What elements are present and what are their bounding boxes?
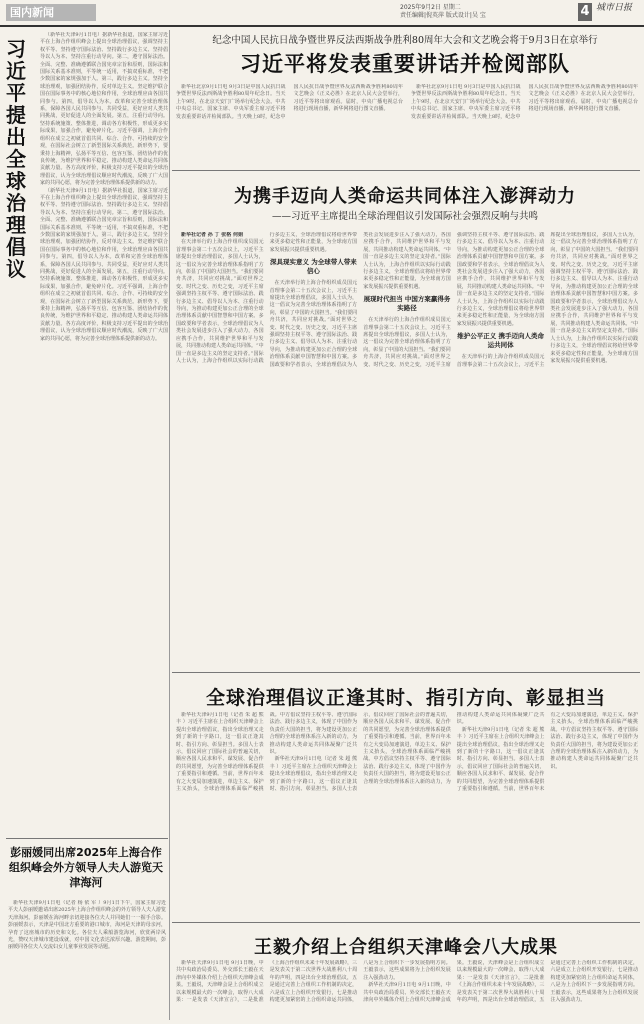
page-number: 4 [578,3,592,21]
left-bottom-title: 彭丽媛同出席2025年上海合作组织峰会外方领导人夫人游览天津海河 [9,846,163,889]
header-rule [0,25,644,27]
second-article-body: 新华社记者 孙 丁 张格 何娟 在天津举行的上海合作组织成员国元首理事会第二十五次会议上，习近平主席提出全球治理倡议，多国人士认为，这一倡议为完善全球治理体系指明了方向，彰显了中国的大国担当。“我们要同舟共济，共同应对挑战。”面对世界之变、时代之变、历史之变，习近平主席强调坚持主权平等、遵守国际法治、践行多边主义、倡导以人为本、注重行动导向，为推动构建更加公正合理的全球治理体系贡献中国智慧和中国方案。多国政要和学者表示，全球治理倡议为人类社会发展进步注入了强大动力，各国应携手合作，共同维护世界和平与发展，共同推动构建人类命运共同体。“中国一直是多边主义的坚定支持者。”国际人士认为，上海合作组织以实际行动践行多边主义，全球治理倡议将给世界带来更多稳定性和正能量，为全球南方国家发展振兴提供重要机遇。 深具现实意义 为全球带人带来信心 在天津举行的上海合作组织成员国元首理事会第二十五次会议上，习近平主席提出全球治理倡议，多国人士认为，这一倡议为完善全球治理体系指明了方向，彰显了中国的大国担当。“我们要同舟共济，共同应对挑战。”面对世界之变、时代之变、历史之变，习近平主席强调坚持主权平等、遵守国际法治、践行多边主义、倡导以人为本、注重行动导向，为推动构建更加公正合理的全球治理体系贡献中国智慧和中国方案。多国政要和学者表示，全球治理倡议为人类社会发展进步注入了强大动力，各国应携手合作，共同维护世界和平与发展，共同推动构建人类命运共同体。“中国一直是多边主义的坚定支持者。”国际人士认为，上海合作组织以实际行动践行多边主义，全球治理倡议将给世界带来更多稳定性和正能量，为全球南方国家发展振兴提供重要机遇。 展现时代担当 中国方案赢得务实路径 在天津举行的上海合作组织成员国元首理事会第二十五次会议上，习近平主席提出全球治理倡议，多国人士认为，这一倡议为完善全球治理体系指明了方向，彰显了中国的大国担当。“我们要同舟共济，共同应对挑战。”面对世界之变、时代之变、历史之变，习近平主席强调坚持主权平等、遵守国际法治、践行多边主义、倡导以人为本、注重行动导向，为推动构建更加公正合理的全球治理体系贡献中国智慧和中国方案。多国政要和学者表示，全球治理倡议为人类社会发展进步注入了强大动力，各国应携手合作，共同维护世界和平与发展，共同推动构建人类命运共同体。“中国一直是多边主义的坚定支持者。”国际人士认为，上海合作组织以实际行动践行多边主义，全球治理倡议将给世界带来更多稳定性和正能量，为全球南方国家发展振兴提供重要机遇。 维护公平正义 携手迈向人类命运共同体 在天津举行的上海合作组织成员国元首理事会第二十五次会议上，习近平主席提出全球治理倡议，多国人士认为，这一倡议为完善全球治理体系指明了方向，彰显了中国的大国担当。“我们要同舟共济，共同应对挑战。”面对世界之变、时代之变、历史之变，习近平主席强调坚持主权平等、遵守国际法治、践行多边主义、倡导以人为本、注重行动导向，为推动构建更加公正合理的全球治理体系贡献中国智慧和中国方案。多国政要和学者表示，全球治理倡议为人类社会发展进步注入了强大动力，各国应携手合作，共同维护世界和平与发展，共同推动构建人类命运共同体。“中国一直是多边主义的坚定支持者。”国际人士认为，上海合作组织以实际行动践行多边主义，全球治理倡议将给世界带来更多稳定性和正能量，为全球南方国家发展振兴提供重要机遇。 [176,232,638,368]
paper-logo: 城市日报 [596,3,633,13]
section-divider [172,922,640,923]
section-label: 国内新闻 [6,4,96,21]
left-article-body: （新华社天津9月1日电）据新华社报道，国家主席习近平在上海合作组织峰会上提出全球治理倡议，强调坚持主权平等、坚持遵守国际法治、坚持践行多边主义、坚持倡导以人为本、坚持注重行动导向。第二，遵守国际法治。全面、完整、准确遵循联合国宪章宗旨和原则，国际法和国际关系基本准则，平等统一适用，不搞双重标准，不把少数国家的家规强加于人。第三，践行多边主义。坚持全球治理观，加强团结协作，反对单边主义。坚定维护联合国在国际事务中的核心地位和作用，全球治理应由各国共同参与。第四，倡导以人为本。改革和完善全球治理体系，保障各国人民共同参与、共同受益，更好应对人类共同挑战，更好促进人的全面发展。第五，注重行动导向。坚持系统施策、整体推进，调动各方积极性，形成更多实际成果，加强合作，避免碎片化。习近平强调，上海合作组织在成立之初就首倡共同、综合、合作、可持续的安全观，在国际社会树立了新型国际关系典范。新形势下，要秉持上海精神，弘扬平等互信、包容互鉴、团结协作的优良传统，为维护世界和平稳定、推动构建人类命运共同体贡献力量。各方高度评价，积极支持习近平提出的全球治理倡议，认为全球治理倡议顺应时代潮流，反映了广大国家的共同心愿，将为完善全球治理体系提供新的动力。 （新华社天津9月1日电）据新华社报道，国家主席习近平在上海合作组织峰会上提出全球治理倡议，强调坚持主权平等、坚持遵守国际法治、坚持践行多边主义、坚持倡导以人为本、坚持注重行动导向。第二，遵守国际法治。全面、完整、准确遵循联合国宪章宗旨和原则，国际法和国际关系基本准则，平等统一适用，不搞双重标准，不把少数国家的家规强加于人。第三，践行多边主义。坚持全球治理观，加强团结协作，反对单边主义。坚定维护联合国在国际事务中的核心地位和作用，全球治理应由各国共同参与。第四，倡导以人为本。改革和完善全球治理体系，保障各国人民共同参与、共同受益，更好应对人类共同挑战，更好促进人的全面发展。第五，注重行动导向。坚持系统施策、整体推进，调动各方积极性，形成更多实际成果，加强合作，避免碎片化。习近平强调，上海合作组织在成立之初就首倡共同、综合、合作、可持续的安全观，在国际社会树立了新型国际关系典范。新形势下，要秉持上海精神，弘扬平等互信、包容互鉴、团结协作的优良传统，为维护世界和平稳定、推动构建人类命运共同体贡献力量。各方高度评价，积极支持习近平提出的全球治理倡议，认为全球治理倡议顺应时代潮流，反映了广大国家的共同心愿，将为完善全球治理体系提供新的动力。 [40,32,168,342]
section-divider [6,838,168,839]
main-article-pretitle: 纪念中国人民抗日战争暨世界反法西斯战争胜利80周年大会和文艺晚会将于9月3日在京举行 [212,35,598,46]
subhead-1: 深具现实意义 为全球带人带来信心 [270,258,357,276]
fourth-article-title: 王毅介绍上合组织天津峰会八大成果 [254,937,558,958]
main-article-body: 新华社北京9月1日电 9月3日是中国人民抗日战争暨世界反法西斯战争胜利80周年纪念日。当天上午9时，在北京天安门广场举行纪念大会。中共中央总书记、国家主席、中央军委主席习近平将发表重要讲话并检阅部队。当天晚上8时，纪念中国人民抗日战争暨世界反法西斯战争胜利80周年文艺晚会《正义必胜》在北京人民大会堂举行，习近平等将出席观看。届时，中央广播电视总台将进行现场直播，新华网将进行图文直播。 新华社北京9月1日电 9月3日是中国人民抗日战争暨世界反法西斯战争胜利80周年纪念日。当天上午9时，在北京天安门广场举行纪念大会。中共中央总书记、国家主席、中央军委主席习近平将发表重要讲话并检阅部队。当天晚上8时，纪念中国人民抗日战争暨世界反法西斯战争胜利80周年文艺晚会《正义必胜》在北京人民大会堂举行，习近平等将出席观看。届时，中央广播电视总台将进行现场直播，新华网将进行图文直播。 [176,84,638,120]
left-article-vertical-title: 习近平提出全球治理倡议 [6,37,26,281]
page-header [0,0,644,24]
date-line: 2025年9月2日 星期二 [400,4,461,11]
second-article-title: 为携手迈向人类命运共同体注入澎湃动力 [234,186,576,207]
left-bottom-body: 新华社天津9月1日电（记者 杨 依 军 ）9月1日下午，国家主席习近平夫人彭丽媛邀请出席2025年上海合作组织峰会的外方领导人夫人游览天津海河。彭丽媛在海河畔亲切迎接各位夫人并同她们一一握手合影。彭丽媛表示，天津是中国北方重要的港口城市，海河是天津的母亲河，孕育了这座城市的历史和文化。各位夫人乘船游览海河，欣赏两岸风光，赞叹天津城市建设成就，对中国文化表达浓厚兴趣。游览期间，彭丽媛同各位夫人交流妇女儿童事业发展等话题。 [8,900,166,951]
subhead-2: 展现时代担当 中国方案赢得务实路径 [363,295,451,313]
fourth-article-body: 新华社天津9月1日电 9月1日晚，中共中央政治局委员、外交部长王毅在天津向中外媒体介绍上合组织天津峰会成果。王毅说，天津峰会是上合组织成立以来规模最大的一次峰会，取得八大成果：一是发表《天津宣言》，二是批准《上海合作组织未来十年发展战略》，三是发表关于第二次世界大战胜利八十周年的声明，四是出台全球治理倡议，五是通过完善上合组织工作机制的决定，六是成立上合组织开发银行，七是推动构建更加紧密的上合组织命运共同体，八是为上合组织下一步发展指明方向。王毅表示，这些成果将为上合组织发展注入强劲动力。 新华社天津9月1日电 9月1日晚，中共中央政治局委员、外交部长王毅在天津向中外媒体介绍上合组织天津峰会成果。王毅说，天津峰会是上合组织成立以来规模最大的一次峰会，取得八大成果：一是发表《天津宣言》，二是批准《上海合作组织未来十年发展战略》，三是发表关于第二次世界大战胜利八十周年的声明，四是出台全球治理倡议，五是通过完善上合组织工作机制的决定，六是成立上合组织开发银行，七是推动构建更加紧密的上合组织命运共同体，八是为上合组织下一步发展指明方向。王毅表示，这些成果将为上合组织发展注入强劲动力。 [176,960,638,1004]
editor-line: 责任编辑|倪英萍 版式设计|吴 宝 [400,12,486,19]
section-divider [172,672,640,673]
header-meta [400,4,560,20]
third-article-title: 全球治理倡议正逢其时、指引方向、彰显担当 [205,687,606,709]
main-article-title: 习近平将发表重要讲话并检阅部队 [240,52,570,76]
third-article-body: 新华社天津9月1日电（记者 朱 超 熊 丰 ）习近平主席在上合组织天津峰会上提出全球治理倡议，指出全球治理又走到了新的十字路口，这一倡议正逢其时、指引方向、彰显担当。多国人士表示，倡议回应了国际社会的普遍关切，顺应各国人民求和平、谋发展、促合作的共同愿望，为完善全球治理体系提供了重要指引和遵循。当前，世界百年未有之大变局加速演进，单边主义、保护主义抬头，全球治理体系面临严峻挑战。中方倡议坚持主权平等、遵守国际法治、践行多边主义，体现了中国作为负责任大国的担当，将为建设更加公正合理的全球治理体系注入新的动力，为推动构建人类命运共同体凝聚广泛共识。 新华社天津9月1日电（记者 朱 超 熊 丰 ）习近平主席在上合组织天津峰会上提出全球治理倡议，指出全球治理又走到了新的十字路口，这一倡议正逢其时、指引方向、彰显担当。多国人士表示，倡议回应了国际社会的普遍关切，顺应各国人民求和平、谋发展、促合作的共同愿望，为完善全球治理体系提供了重要指引和遵循。当前，世界百年未有之大变局加速演进，单边主义、保护主义抬头，全球治理体系面临严峻挑战。中方倡议坚持主权平等、遵守国际法治、践行多边主义，体现了中国作为负责任大国的担当，将为建设更加公正合理的全球治理体系注入新的动力，为推动构建人类命运共同体凝聚广泛共识。 新华社天津9月1日电（记者 朱 超 熊 丰 ）习近平主席在上合组织天津峰会上提出全球治理倡议，指出全球治理又走到了新的十字路口，这一倡议正逢其时、指引方向、彰显担当。多国人士表示，倡议回应了国际社会的普遍关切，顺应各国人民求和平、谋发展、促合作的共同愿望，为完善全球治理体系提供了重要指引和遵循。当前，世界百年未有之大变局加速演进，单边主义、保护主义抬头，全球治理体系面临严峻挑战。中方倡议坚持主权平等、遵守国际法治、践行多边主义，体现了中国作为负责任大国的担当，将为建设更加公正合理的全球治理体系注入新的动力，为推动构建人类命运共同体凝聚广泛共识。 [176,712,638,793]
column-divider [169,30,170,1020]
section-divider [172,170,640,171]
second-article-subtitle: ——习近平主席提出全球治理倡议引发国际社会强烈反响与共鸣 [271,211,538,222]
subhead-3: 维护公平正义 携手迈向人类命运共同体 [457,332,544,350]
